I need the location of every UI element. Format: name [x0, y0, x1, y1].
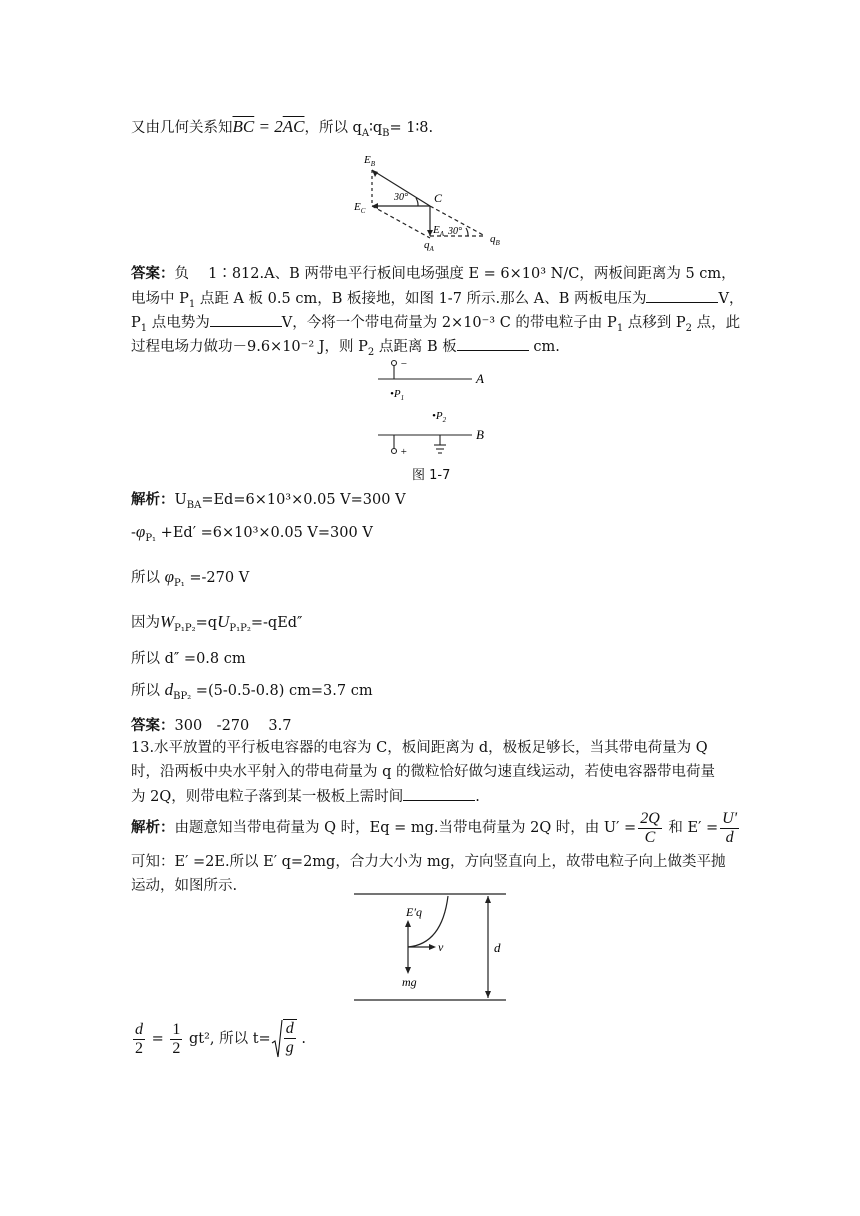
denominator: 2: [172, 1039, 181, 1057]
fraction-2q-over-c: [638, 810, 662, 847]
fraction-u-over-d: [720, 810, 739, 847]
text: =Ed=6×10³×0.05 V=300 V: [201, 492, 406, 508]
fraction-1-over-2: [170, 1021, 182, 1058]
terminal-a: [392, 361, 397, 366]
label-minus: −: [400, 358, 408, 370]
phi: φ: [135, 522, 146, 541]
text-mid: ∶q: [369, 120, 383, 136]
text: cm.: [528, 339, 560, 355]
text: =-qEd″: [250, 615, 303, 631]
answer-blank-4[interactable]: [403, 786, 475, 801]
solution-label: 解析：: [131, 820, 175, 836]
label-eb: $E_B$: [364, 154, 376, 168]
arrowhead-mg: [405, 967, 411, 974]
problem-12-line-2: [131, 288, 743, 315]
u: U: [217, 612, 230, 631]
label-c: C: [434, 191, 443, 205]
paragraph-geometry: [131, 117, 433, 144]
label-qa: $q_A$: [424, 239, 434, 253]
sub: 1: [616, 322, 624, 334]
text: 过程电场力做功－9.6×10⁻² J，则 P: [131, 339, 368, 355]
parallel-plates-diagram: [372, 355, 502, 460]
text: 因为: [131, 615, 160, 631]
sub-a: A: [361, 127, 370, 139]
angle-arc-2: [466, 228, 468, 236]
text: .: [296, 1031, 306, 1047]
solution-12-line-6: [131, 680, 373, 707]
text: =q: [195, 615, 218, 631]
sub: 2: [685, 322, 693, 334]
text: 点距离 B 板: [374, 339, 457, 355]
text: =: [147, 1031, 169, 1047]
sub: P₁: [145, 532, 157, 544]
figure-caption: 图 1-7: [412, 468, 451, 483]
text: 300 -270 3.7: [174, 718, 292, 734]
solution-label: 解析：: [131, 492, 175, 508]
text: gt², 所以 t=: [184, 1031, 271, 1047]
text: 和 E′ =: [663, 820, 719, 836]
solution-13-line-4: [131, 1018, 306, 1060]
solution-12-answer: [131, 716, 291, 736]
text: 所以: [131, 683, 165, 699]
label-eq: E′q: [406, 905, 422, 919]
text-eq: = 2: [254, 117, 283, 136]
projectile-diagram: [350, 888, 510, 1006]
text: V，: [718, 291, 744, 307]
problem-13-line-2: 时，沿两板中央水平射入的带电荷量为 q 的微粒恰好做匀速直线运动，若使电容器带电荷量: [131, 764, 715, 780]
problem-12-line-1: [131, 264, 736, 284]
text: 点，此: [692, 315, 741, 331]
sub: P₁P₂: [174, 622, 196, 634]
label-mg: mg: [402, 975, 417, 989]
label-angle-1: 30°: [394, 192, 408, 203]
text: 负 1∶812.A、B 两带电平行板间电场强度 E = 6×10³ N/C，两板间距离为 5 cm，: [174, 266, 736, 282]
text: P: [131, 315, 141, 331]
text: 所以: [131, 570, 165, 586]
answer-label: 答案：: [131, 718, 175, 734]
numerator: 2Q: [640, 809, 660, 827]
sub: BA: [186, 499, 202, 511]
denominator: 2: [135, 1039, 143, 1057]
label-plus: +: [400, 446, 408, 458]
solution-12-line-4: [131, 612, 302, 639]
text: -: [131, 525, 136, 541]
arrowhead-d-top: [485, 896, 491, 903]
sqrt-d-over-g: [271, 1019, 297, 1059]
text: 由题意知当带电荷量为 Q 时，Eq = mg.当带电荷量为 2Q 时，由 U′ =: [174, 820, 637, 836]
text: +Ed′ =6×10³×0.05 V=300 V: [156, 525, 373, 541]
label-ec: $E_C$: [354, 201, 366, 215]
problem-12-line-3: [131, 312, 740, 339]
numerator: 1: [172, 1020, 181, 1038]
label-ea: $E_A$: [433, 224, 445, 238]
text: 点移到 P: [623, 315, 686, 331]
numerator: d: [135, 1020, 143, 1038]
text: U: [174, 492, 187, 508]
sub: 1: [188, 298, 196, 310]
problem-13-line-1: 13.水平放置的平行板电容器的电容为 C，板间距离为 d，极板足够长，当其带电荷量为 Q: [131, 740, 708, 756]
text: V，今将一个带电荷量为 2×10⁻³ C 的带电粒子由 P: [281, 315, 617, 331]
label-d: d: [494, 940, 501, 955]
answer-label: 答案：: [131, 266, 175, 282]
text-lead: 又由几何关系知: [131, 120, 233, 136]
fraction-d-over-g: [284, 1020, 296, 1059]
denominator: g: [285, 1039, 294, 1056]
label-v: v: [438, 940, 444, 954]
numerator: U': [722, 809, 738, 827]
answer-blank-2[interactable]: [210, 312, 282, 327]
solution-12-line-2: [131, 522, 373, 549]
solution-13-line-3: 运动，如图所示.: [131, 878, 238, 894]
arrowhead-v: [429, 944, 436, 950]
overline-bc: $\overline{BC}$: [232, 117, 255, 136]
sub: BP₂: [173, 690, 192, 702]
sub-b: B: [382, 127, 390, 139]
label-p1: $•P_1$: [390, 388, 405, 402]
label-angle-2: 30°: [448, 226, 462, 237]
fraction-d-over-2: [133, 1021, 145, 1058]
solution-13-line-2: 可知：E′ =2E.所以 E′ q=2mg，合力大小为 mg，方向竖直向上，故带电粒子向上做类平抛: [131, 854, 726, 870]
dashed-lower: [372, 206, 430, 238]
solution-12-line-5: 所以 d″ =0.8 cm: [131, 651, 246, 667]
overline-ac: $\overline{AC}$: [282, 117, 305, 136]
arrowhead-eq: [405, 920, 411, 927]
label-b: B: [476, 427, 484, 442]
text: =(5-0.5-0.8) cm=3.7 cm: [191, 683, 373, 699]
text: 点电势为: [147, 315, 210, 331]
label-a: A: [476, 371, 484, 386]
sub: 2: [367, 346, 375, 358]
text: 为 2Q，则带电粒子落到某一极板上需时间: [131, 789, 404, 805]
d: d: [164, 680, 174, 699]
text: =-270 V: [184, 570, 250, 586]
solution-12-line-3: [131, 567, 249, 594]
label-qb: $q_B$: [490, 233, 500, 247]
denominator: C: [644, 828, 656, 846]
text-tail-b: = 1∶8.: [389, 120, 434, 136]
answer-blank-3[interactable]: [457, 336, 529, 351]
problem-13-line-3: [131, 786, 480, 807]
text: 点距 A 板 0.5 cm，B 板接地，如图 1-7 所示.那么 A、B 两板电压为: [195, 291, 647, 307]
numerator: d: [285, 1020, 294, 1037]
text-tail-a: ，所以 q: [304, 120, 362, 136]
solution-13-line-1: [131, 808, 741, 848]
sub: P₁P₂: [229, 622, 251, 634]
angle-arc-1: [416, 198, 418, 206]
vector-diagram: [350, 150, 510, 255]
terminal-b: [392, 449, 397, 454]
denominator: d: [725, 828, 734, 846]
answer-blank-1[interactable]: [646, 288, 718, 303]
label-p2: $•P_2$: [432, 410, 447, 424]
solution-12-line-1: [131, 490, 406, 516]
arrowhead-d-bottom: [485, 991, 491, 998]
phi: φ: [164, 567, 175, 586]
sub: 1: [140, 322, 148, 334]
text: 电场中 P: [131, 291, 189, 307]
sub: P₁: [174, 577, 185, 589]
radical-sign-icon: [271, 1019, 283, 1059]
text: .: [475, 789, 480, 805]
w: W: [160, 612, 175, 631]
